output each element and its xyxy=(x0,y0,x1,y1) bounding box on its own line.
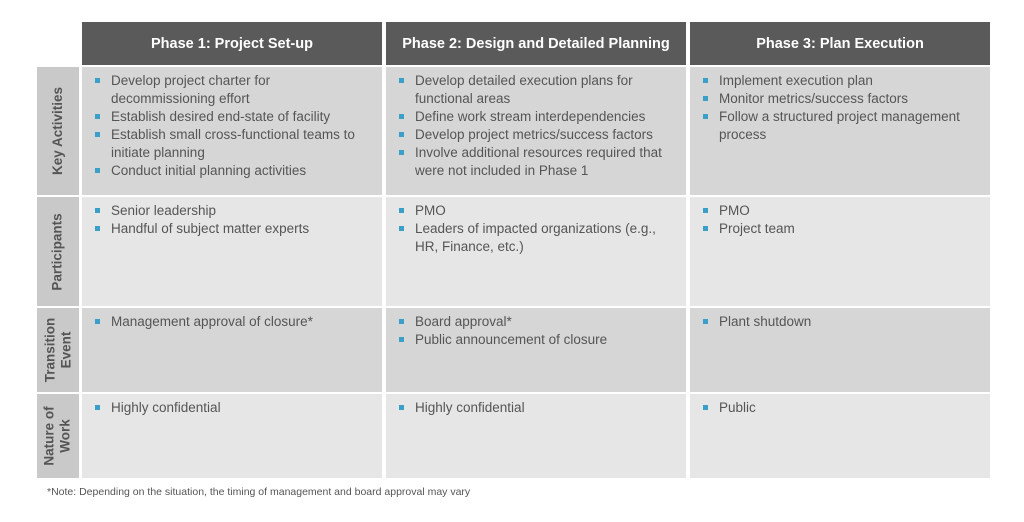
row-label-text: Transition Event xyxy=(42,317,74,383)
row-label-text: Nature of Work xyxy=(42,406,74,466)
bullet-list xyxy=(94,72,372,180)
list-item-text: PMO xyxy=(415,203,446,218)
bullet-list xyxy=(398,72,676,180)
list-item-text: Public xyxy=(719,400,756,415)
row-label-participants xyxy=(37,197,79,306)
bullet-icon xyxy=(399,150,404,155)
bullet-icon xyxy=(95,319,100,324)
bullet-list xyxy=(398,399,676,417)
bullet-icon xyxy=(703,319,708,324)
cell-nature-of-work-phase-1 xyxy=(82,394,382,478)
list-item xyxy=(702,220,980,238)
header-phase-1: Phase 1: Project Set-up xyxy=(82,22,382,65)
list-item xyxy=(94,108,372,126)
bullet-icon xyxy=(703,226,708,231)
bullet-icon xyxy=(95,405,100,410)
bullet-icon xyxy=(95,168,100,173)
list-item-text: Board approval* xyxy=(415,314,512,329)
bullet-list xyxy=(702,72,980,144)
bullet-icon xyxy=(399,132,404,137)
bullet-icon xyxy=(399,114,404,119)
bullet-icon xyxy=(399,319,404,324)
list-item xyxy=(94,202,372,220)
list-item-text: Highly confidential xyxy=(415,400,525,415)
row-label-transition-event xyxy=(37,308,79,392)
bullet-icon xyxy=(95,78,100,83)
footnote: *Note: Depending on the situation, the timing of management and board approval may vary xyxy=(47,486,471,498)
list-item-text: Management approval of closure* xyxy=(111,314,313,329)
bullet-icon xyxy=(703,405,708,410)
row-label-key-activities xyxy=(37,67,79,195)
list-item xyxy=(398,220,676,256)
list-item xyxy=(94,399,372,417)
list-item-text: Leaders of impacted organizations (e.g., HR, Finance, etc.) xyxy=(415,221,656,254)
bullet-list xyxy=(702,202,980,238)
cell-key-activities-phase-1 xyxy=(82,67,382,195)
cell-nature-of-work-phase-2 xyxy=(386,394,686,478)
bullet-icon xyxy=(399,226,404,231)
cell-participants-phase-3 xyxy=(690,197,990,306)
list-item-text: Project team xyxy=(719,221,795,236)
list-item xyxy=(398,313,676,331)
cell-key-activities-phase-3 xyxy=(690,67,990,195)
list-item xyxy=(398,331,676,349)
list-item xyxy=(94,72,372,108)
list-item-text: Develop project charter for decommissioning effort xyxy=(111,73,271,106)
list-item xyxy=(94,313,372,331)
bullet-icon xyxy=(399,208,404,213)
bullet-icon xyxy=(95,132,100,137)
row-label-nature-of-work xyxy=(37,394,79,478)
list-item xyxy=(398,108,676,126)
bullet-icon xyxy=(95,208,100,213)
list-item xyxy=(702,72,980,90)
list-item xyxy=(94,162,372,180)
list-item xyxy=(702,108,980,144)
cell-participants-phase-2 xyxy=(386,197,686,306)
cell-nature-of-work-phase-3 xyxy=(690,394,990,478)
list-item-text: Develop detailed execution plans for functional areas xyxy=(415,73,633,106)
bullet-icon xyxy=(95,226,100,231)
list-item-text: Plant shutdown xyxy=(719,314,812,329)
list-item xyxy=(398,72,676,108)
list-item-text: Establish small cross-functional teams to initiate planning xyxy=(111,127,355,160)
row-label-text: Participants xyxy=(50,212,65,291)
list-item-text: Follow a structured project management process xyxy=(719,109,960,142)
bullet-icon xyxy=(703,78,708,83)
list-item xyxy=(702,202,980,220)
list-item-text: Conduct initial planning activities xyxy=(111,163,307,178)
cell-transition-event-phase-3 xyxy=(690,308,990,392)
header-phase-3: Phase 3: Plan Execution xyxy=(690,22,990,65)
bullet-list xyxy=(398,202,676,256)
bullet-icon xyxy=(703,114,708,119)
list-item-text: Develop project metrics/success factors xyxy=(415,127,653,142)
list-item-text: Implement execution plan xyxy=(719,73,873,88)
list-item-text: Highly confidential xyxy=(111,400,221,415)
list-item xyxy=(398,202,676,220)
list-item xyxy=(398,144,676,180)
bullet-icon xyxy=(703,208,708,213)
bullet-icon xyxy=(703,96,708,101)
bullet-list xyxy=(94,313,372,331)
list-item xyxy=(702,90,980,108)
bullet-icon xyxy=(399,405,404,410)
list-item xyxy=(94,220,372,238)
list-item-text: Define work stream interdependencies xyxy=(415,109,646,124)
list-item xyxy=(702,399,980,417)
bullet-list xyxy=(398,313,676,349)
list-item-text: Senior leadership xyxy=(111,203,217,218)
bullet-icon xyxy=(399,337,404,342)
list-item xyxy=(702,313,980,331)
bullet-list xyxy=(94,202,372,238)
cell-transition-event-phase-2 xyxy=(386,308,686,392)
bullet-icon xyxy=(399,78,404,83)
list-item-text: Monitor metrics/success factors xyxy=(719,91,909,106)
list-item-text: Handful of subject matter experts xyxy=(111,221,310,236)
bullet-list xyxy=(702,399,980,417)
list-item xyxy=(398,399,676,417)
list-item xyxy=(398,126,676,144)
bullet-icon xyxy=(95,114,100,119)
header-phase-2: Phase 2: Design and Detailed Planning xyxy=(386,22,686,65)
bullet-list xyxy=(94,399,372,417)
list-item-text: Establish desired end-state of facility xyxy=(111,109,331,124)
cell-participants-phase-1 xyxy=(82,197,382,306)
list-item xyxy=(94,126,372,162)
list-item-text: Involve additional resources required that were not included in Phase 1 xyxy=(415,145,662,178)
cell-transition-event-phase-1 xyxy=(82,308,382,392)
list-item-text: PMO xyxy=(719,203,750,218)
row-label-text: Key Activities xyxy=(50,86,66,176)
cell-key-activities-phase-2 xyxy=(386,67,686,195)
bullet-list xyxy=(702,313,980,331)
list-item-text: Public announcement of closure xyxy=(415,332,608,347)
